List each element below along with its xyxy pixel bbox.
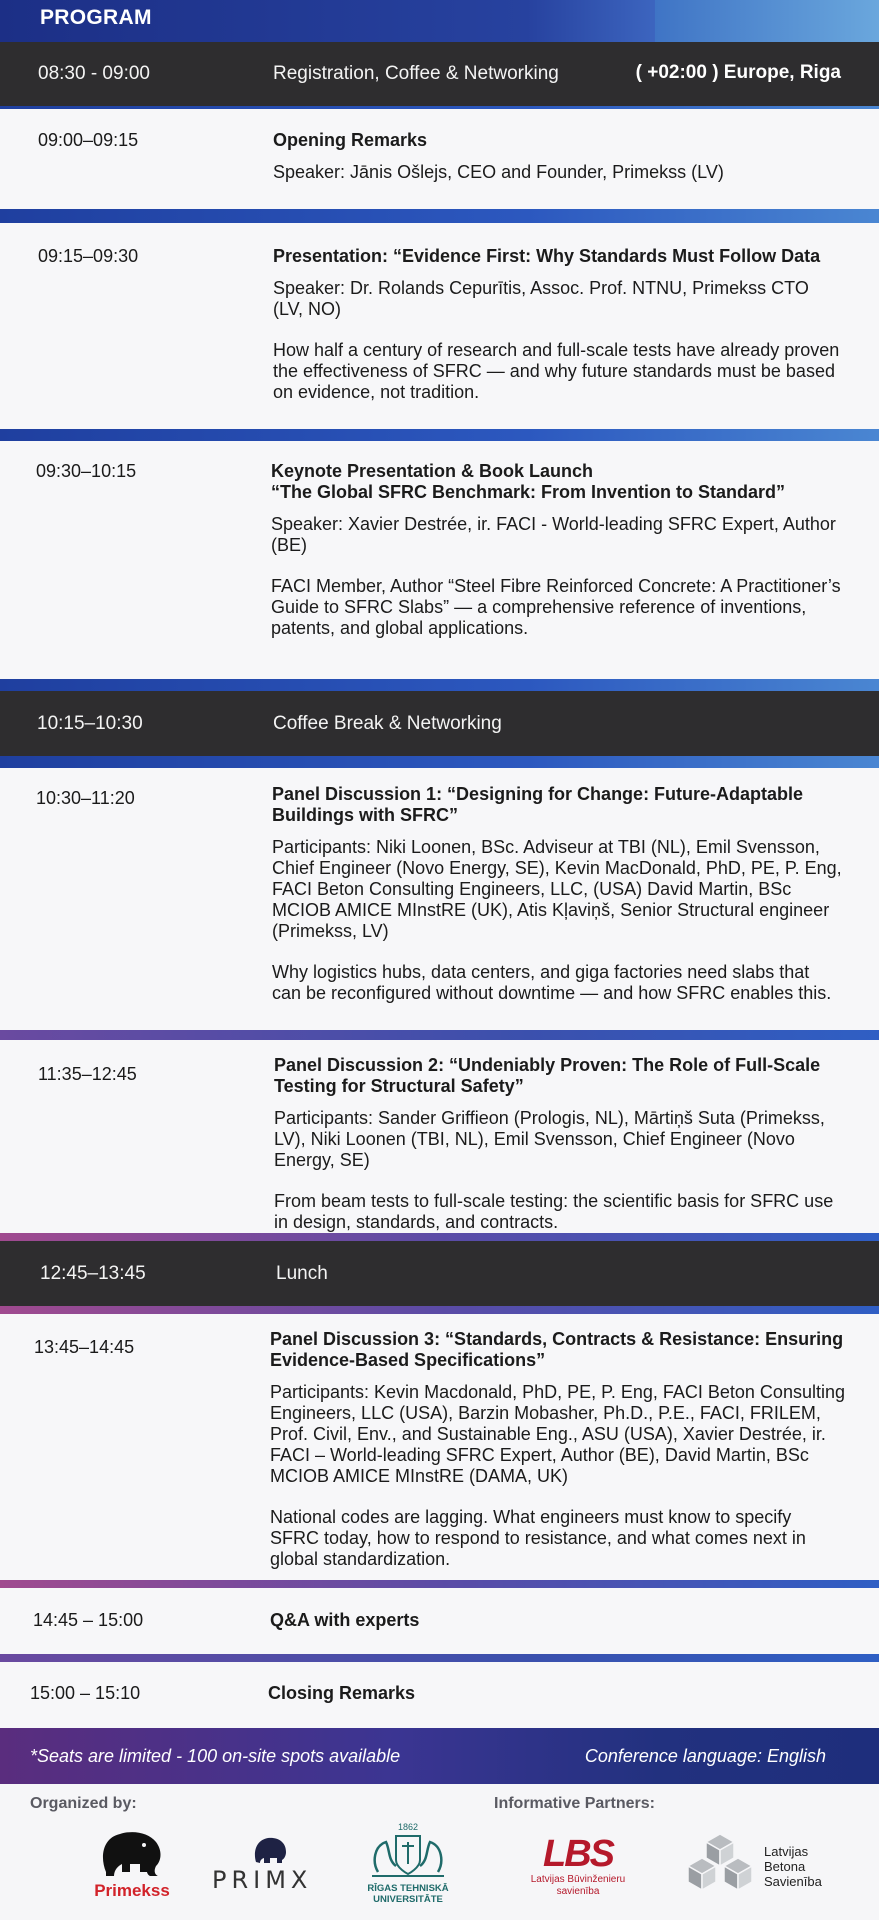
- session-registration: [0, 42, 879, 106]
- latvijas-betona-savieniba-logo: [684, 1832, 854, 1902]
- session-description: How half a century of research and full-scale tests have already proven the effectiveness of SFRC — and why future standards must be based on evidence, not tradition.: [273, 340, 840, 402]
- session-content: [270, 1329, 845, 1570]
- session-lunch: [0, 1241, 879, 1306]
- session-title: Keynote Presentation & Book Launch: [271, 461, 594, 481]
- session-time: 13:45–14:45: [34, 1337, 135, 1357]
- session-content: [268, 1683, 868, 1704]
- primx-logo: [212, 1836, 326, 1896]
- session-time: 11:35–12:45: [38, 1064, 137, 1084]
- session-time: 15:00 – 15:10: [30, 1683, 141, 1703]
- divider: [0, 1306, 879, 1314]
- primekss-logo: [92, 1828, 172, 1900]
- rtu-year: 1862: [397, 1822, 419, 1832]
- lbs-logo: [518, 1834, 638, 1902]
- session-opening: [0, 109, 879, 209]
- organized-by-label: Organized by:: [30, 1795, 137, 1812]
- session-description: Why logistics hubs, data centers, and giga factories need slabs that can be reconfigured without downtime — and how SFRC enables this.: [272, 962, 832, 1003]
- divider: [0, 209, 879, 223]
- session-subtitle: “The Global SFRC Benchmark: From Invention to Standard”: [271, 482, 786, 502]
- divider: [0, 756, 879, 768]
- lbsav-line-3: Savienība: [764, 1874, 822, 1889]
- session-time: 08:30 - 09:00: [38, 63, 150, 84]
- session-time: 10:15–10:30: [37, 713, 143, 734]
- session-closing: [0, 1662, 879, 1728]
- session-content: [273, 130, 873, 183]
- session-panel-1: [0, 768, 879, 1030]
- divider: [0, 1030, 879, 1040]
- timezone-label: ( +02:00 ) Europe, Riga: [635, 62, 841, 83]
- session-title: Panel Discussion 2: “Undeniably Proven: The Role of Full-Scale Testing for Structural Safety”: [274, 1055, 821, 1096]
- session-description: From beam tests to full-scale testing: the scientific basis for SFRC use in design, standards, and contracts.: [274, 1191, 834, 1232]
- session-time: 12:45–13:45: [40, 1263, 146, 1284]
- session-qa: [0, 1588, 879, 1654]
- footer-band: [0, 1728, 879, 1784]
- session-time: 10:30–11:20: [36, 788, 135, 808]
- lbs-mark: LBS: [543, 1833, 613, 1875]
- page-title: PROGRAM: [40, 6, 152, 29]
- session-speaker: Speaker: Jānis Ošlejs, CEO and Founder, Primekss (LV): [273, 162, 724, 182]
- divider: [0, 679, 879, 691]
- session-title: Opening Remarks: [273, 130, 428, 150]
- session-title: Registration, Coffee & Networking: [273, 63, 559, 84]
- lbsav-name: [764, 1844, 822, 1889]
- session-panel-3: [0, 1314, 879, 1580]
- session-presentation: [0, 223, 879, 429]
- lbs-name-line-1: Latvijas Būvinženieru: [530, 1874, 626, 1885]
- session-time: 14:45 – 15:00: [33, 1610, 144, 1630]
- session-title: Closing Remarks: [268, 1683, 416, 1703]
- elephant-icon: [92, 1828, 172, 1878]
- session-title: Presentation: “Evidence First: Why Standards Must Follow Data: [273, 246, 821, 266]
- session-panel-2: [0, 1040, 879, 1233]
- session-time: 09:15–09:30: [38, 246, 139, 266]
- primekss-wordmark: Primekss: [94, 1881, 170, 1900]
- rtu-name-line-2: UNIVERSITĀTE: [373, 1894, 443, 1905]
- divider: [0, 1654, 879, 1662]
- session-speaker: Speaker: Xavier Destrée, ir. FACI - World-leading SFRC Expert, Author (BE): [271, 514, 836, 555]
- rtu-name-line-1: RĪGAS TEHNISKĀ: [367, 1883, 449, 1894]
- session-time: 09:00–09:15: [38, 130, 139, 150]
- session-participants: Participants: Kevin Macdonald, PhD, PE, P. Eng, FACI Beton Consulting Engineers, LLC (USA), Barzin Mobasher, Ph.D., P.E., FACI, FRILEM, Prof. Civil, Env., and Sustainable Eng., ASU (USA), Xavier Destrée, ir. FACI – World-leading SFRC Expert, Author (BE), David Martin, BSc MCIOB AMICE MInstRE (DAMA, UK): [270, 1382, 845, 1486]
- coat-of-arms-icon: [366, 1832, 450, 1878]
- session-content: [273, 246, 843, 403]
- cubes-icon: [684, 1832, 756, 1898]
- session-title: Lunch: [276, 1263, 328, 1284]
- session-description: FACI Member, Author “Steel Fibre Reinforced Concrete: A Practitioner’s Guide to SFRC Slabs” — a comprehensive reference of inventions, patents, and global applications.: [271, 576, 841, 638]
- session-description: National codes are lagging. What engineers must know to specify SFRC today, how to respond to resistance, and what comes next in global standardization.: [270, 1507, 806, 1569]
- session-title: Panel Discussion 1: “Designing for Change: Future-Adaptable Buildings with SFRC”: [272, 784, 804, 825]
- rtu-logo: [360, 1822, 456, 1906]
- session-title: Coffee Break & Networking: [273, 713, 502, 734]
- partners-label: Informative Partners:: [494, 1795, 655, 1812]
- language-note: Conference language: English: [584, 1746, 826, 1766]
- session-keynote: [0, 441, 879, 679]
- divider: [0, 1233, 879, 1241]
- session-title: Q&A with experts: [270, 1610, 420, 1630]
- primx-wordmark: PRIMX: [212, 1866, 313, 1894]
- lbsav-line-2: Betona: [764, 1859, 806, 1874]
- lbs-name-line-2: savienība: [556, 1886, 600, 1897]
- elephant-icon: [250, 1836, 290, 1864]
- session-content: [271, 461, 846, 639]
- lbsav-line-1: Latvijas: [764, 1844, 809, 1859]
- session-time: 09:30–10:15: [36, 461, 137, 481]
- session-content: [270, 1610, 870, 1631]
- session-content: [272, 784, 842, 1004]
- program-header: [0, 0, 879, 42]
- seats-note: *Seats are limited - 100 on-site spots available: [30, 1746, 401, 1766]
- session-title: Panel Discussion 3: “Standards, Contracts & Resistance: Ensuring Evidence-Based Specifications”: [270, 1329, 844, 1370]
- session-participants: Participants: Niki Loonen, BSc. Adviseur at TBI (NL), Emil Svensson, Chief Engineer (Novo Energy, SE), Kevin MacDonald, PhD, PE, P. Eng, FACI Beton Consulting Engineers, LLC, (USA) David Martin, BSc MCIOB AMICE MInstRE (UK), Atis Kļaviņš, Senior Structural engineer (Primekss, LV): [272, 837, 842, 941]
- session-content: [274, 1055, 844, 1233]
- divider: [0, 429, 879, 441]
- session-coffee-break: [0, 691, 879, 756]
- header-accent-block: [655, 0, 879, 42]
- session-participants: Participants: Sander Griffieon (Prologis, NL), Mārtiņš Suta (Primekss, LV), Niki Loonen (TBI, NL), Emil Svensson, Chief Engineer (Novo Energy, SE): [274, 1108, 825, 1170]
- divider: [0, 1580, 879, 1588]
- session-speaker: Speaker: Dr. Rolands Cepurītis, Assoc. Prof. NTNU, Primekss CTO (LV, NO): [273, 278, 809, 319]
